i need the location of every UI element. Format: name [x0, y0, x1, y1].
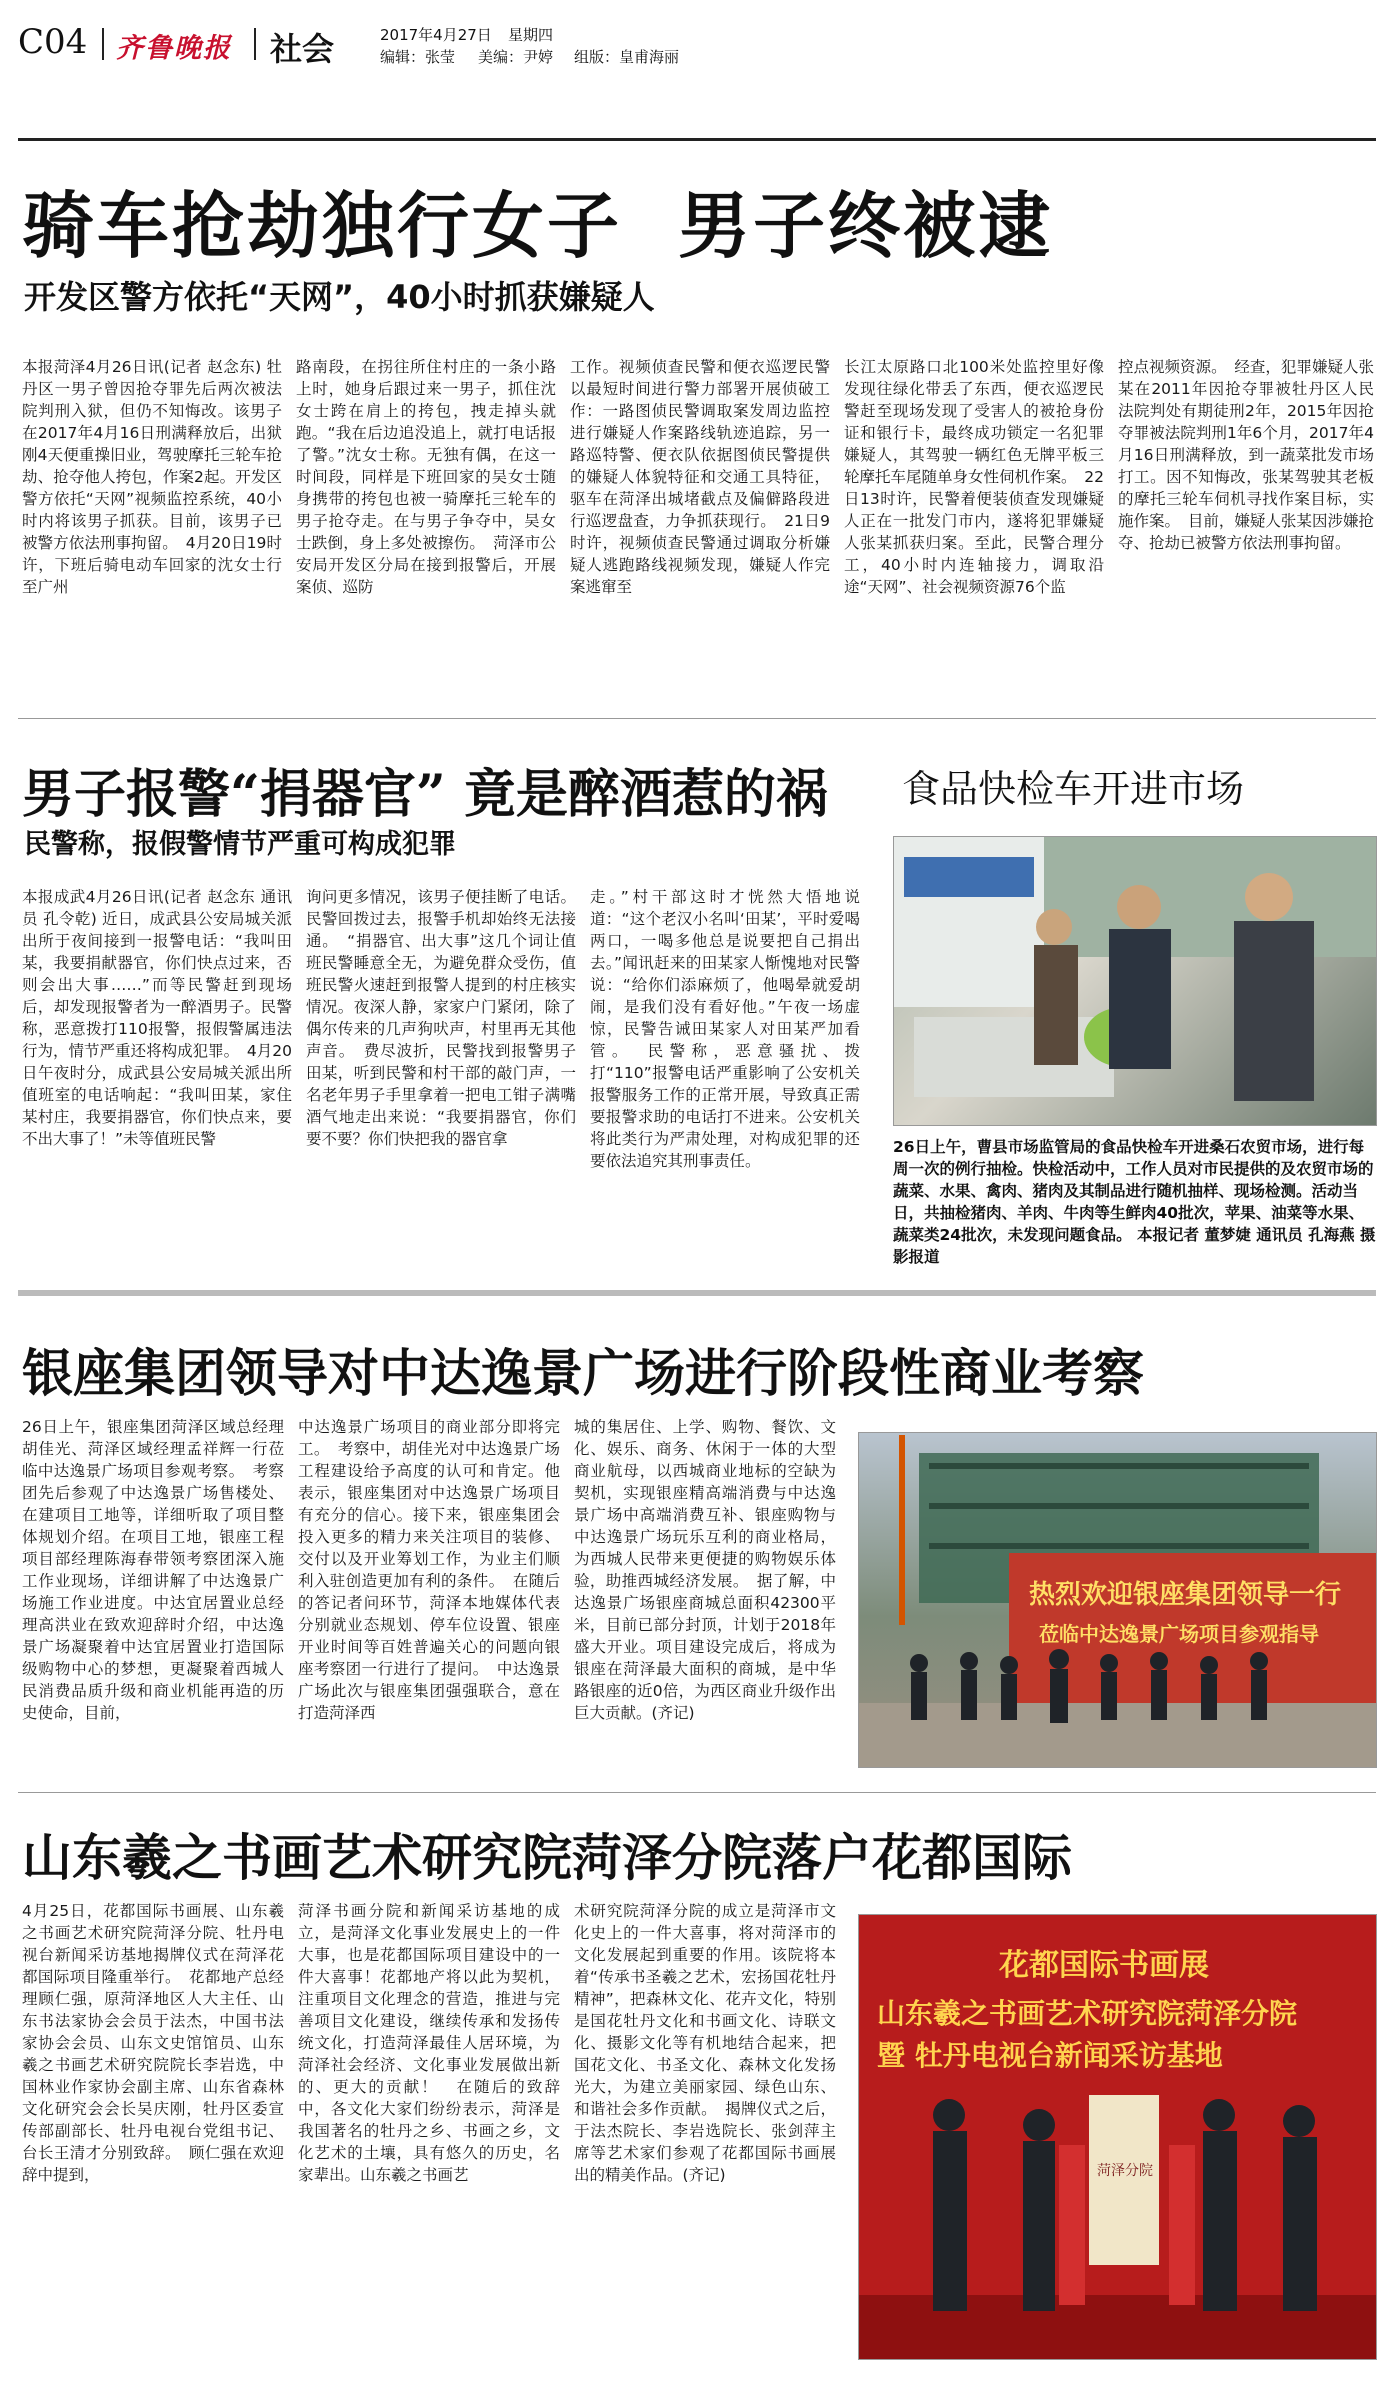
layout-credit: 组版：皇甫海丽 — [574, 48, 680, 66]
story4-bottom-rule — [18, 1792, 1376, 1793]
story2-bottom-rule — [18, 1290, 1376, 1296]
story4-body — [22, 1416, 844, 1766]
ceremony-banner-line-3: 暨 牡丹电视台新闻采访基地 — [877, 2039, 1223, 2072]
story1-rule — [18, 718, 1376, 719]
market-inspection-photo — [893, 836, 1377, 1126]
story4-col-2: 中达逸景广场项目的商业部分即将完工。 考察中，胡佳光对中达逸景广场工程建设给予高度的认可和肯定。他表示，银座集团对中达逸景广场项目有充分的信心。接下来，银座集团会投入更多的精力来关注项目的装修、交付以及开业筹划工作，为业主们顺利入驻创造更加有利的条件。 在随后的答记者问环节，菏泽本地媒体代表分别就业态规划、停车位设置、银座开业时间等百姓普遍关心的问题向银座考察团一行进行了提问。 中达逸景广场此次与银座集团强强联合，意在打造菏泽西 — [298, 1418, 560, 1722]
story1-headline: 骑车抢劫独行女子 男子终被逮 — [22, 183, 1054, 268]
story5-body — [22, 1900, 844, 2380]
page-code: C04 — [18, 22, 88, 62]
story1-col-1: 本报菏泽4月26日讯(记者 赵念东) 牡丹区一男子曾因抢夺罪先后两次被法院判刑入狱，但仍不知悔改。该男子在2017年4月16日刑满释放后，出狱刚4天便重操旧业，驾驶摩托三轮车抢劫、抢夺他人挎包，作案2起。开发区警方依托“天网”视频监控系统，40小时内将该男子抓获。目前，该男子已被警方依法刑事拘留。 4月20日19时许，下班后骑电动车回家的沈女士行至广州 — [22, 358, 282, 596]
issue-weekday: 星期四 — [508, 26, 554, 44]
story4-headline: 银座集团领导对中达逸景广场进行阶段性商业考察 — [22, 1344, 1145, 1404]
art-credit: 美编：尹婷 — [478, 48, 554, 66]
story1-col-3: 工作。视频侦查民警和便衣巡逻民警以最短时间进行警力部署开展侦破工作：一路图侦民警调取案发周边监控进行嫌疑人作案路线轨迹追踪，另一路巡特警、便衣队依据图侦民警提供的嫌疑人体貌特征和交通工具特征，驱车在菏泽出城堵截点及偏僻路段进行巡逻盘查，力争抓获现行。 21日9时许，视频侦查民警通过调取分析嫌疑人逃跑路线视频发现，嫌疑人作完案逃窜至 — [570, 358, 830, 596]
story3-headline: 食品快检车开进市场 — [902, 767, 1245, 811]
photo-illustration — [894, 837, 1377, 1126]
editor-credit: 编辑：张莹 — [380, 48, 456, 66]
story2-col-1: 本报成武4月26日讯(记者 赵念东 通讯员 孔令乾) 近日，成武县公安局城关派出所于夜间接到一报警电话：“我叫田某，我要捐献器官，你们快点过来，否则会出大事……”而等民警赶到现场后，却发现报警者为一醉酒男子。民警称，恶意拨打110报警，报假警属违法行为，情节严重还将构成犯罪。 4月20日午夜时分，成武县公安局城关派出所值班室的电话响起：“我叫田某，家住某村庄，我要捐器官，你们快点来，要不出大事了！”未等值班民警 — [22, 888, 292, 1148]
story3-caption: 26日上午，曹县市场监管局的食品快检车开进桑石农贸市场，进行每周一次的例行抽检。快检活动中，工作人员对市民提供的及农贸市场的蔬菜、水果、禽肉、猪肉及其制品进行随机抽样、现场检测。活动当日，共抽检猪肉、羊肉、牛肉等生鲜肉40批次，苹果、油菜等水果、蔬菜类24批次，未发现问题食品。 本报记者 董梦婕 通讯员 孔海燕 摄影报道 — [893, 1138, 1376, 1266]
story5-col-2: 菏泽书画分院和新闻采访基地的成立，是菏泽文化事业发展史上的一件大事，也是花都国际项目建设中的一件大喜事！花都地产将以此为契机，注重项目文化理念的营造，推进与完善项目文化建设，继续传承和发扬传统文化，打造菏泽最佳人居环境，为菏泽社会经济、文化事业发展做出新的、更大的贡献！ 在随后的致辞中，各文化大家们纷纷表示，菏泽是我国著名的牡丹之乡、书画之乡，文化艺术的土壤，具有悠久的历史，名家辈出。山东羲之书画艺 — [298, 1902, 560, 2184]
masthead-rule — [18, 138, 1376, 141]
story5-col-3: 术研究院菏泽分院的成立是菏泽市文化史上的一件大喜事，将对菏泽市的文化发展起到重要的作用。该院将本着“传承书圣羲之艺术，宏扬国花牡丹精神”，把森林文化、花卉文化，特别是国花牡丹文化和书画文化、诗联文化、摄影文化等有机地结合起来，把国花文化、书圣文化、森林文化发扬光大，为建立美丽家园、绿色山东、和谐社会多作贡献。 揭牌仪式之后，于法杰院长、李岩选院长、张剑萍主席等艺术家们参观了花都国际书画展出的精美作品。(齐记) — [574, 1902, 836, 2184]
story2-col-2: 询问更多情况，该男子便挂断了电话。民警回拨过去，报警手机却始终无法接通。 “捐器官、出大事”这几个词让值班民警睡意全无，为避免群众受伤，值班民警火速赶到报警人提到的村庄核实情况。夜深人静，家家户门紧闭，除了偶尔传来的几声狗吠声，村里再无其他声音。 费尽波折，民警找到报警男子田某，听到民警和村干部的敲门声，一名老年男子手里拿着一把电工钳子满嘴酒气地走出来说：“我要捐器官，你们要不要？你们快把我的器官拿 — [306, 888, 576, 1148]
story2-headline: 男子报警“捐器官” 竟是醉酒惹的祸 — [22, 764, 828, 825]
plaque-text: 菏泽分院 — [1097, 2163, 1153, 2179]
masthead-divider — [102, 28, 104, 60]
ceremony-photo — [858, 1914, 1377, 2360]
story2-col-3: 走。”村干部这时才恍然大悟地说道：“这个老汉小名叫‘田某’，平时爱喝两口，一喝多他总是说要把自己捐出去。”闻讯赶来的田某家人惭愧地对民警说：“给你们添麻烦了，他喝晕就爱胡闹，是我们没有看好他。”午夜一场虚惊，民警告诫田某家人对田某严加看管。 民警称，恶意骚扰、拨打“110”报警电话严重影响了公安机关报警服务工作的正常开展，导致真正需要报警求助的电话打不进来。公安机关将此类行为严肃处理，对构成犯罪的还要依法追究其刑事责任。 — [590, 888, 860, 1170]
construction-illustration — [859, 1433, 1377, 1768]
ceremony-banner-line-2: 山东羲之书画艺术研究院菏泽分院 — [877, 1997, 1298, 2030]
story4-col-1: 26日上午，银座集团菏泽区域总经理胡佳光、菏泽区域经理孟祥辉一行莅临中达逸景广场项目参观考察。 考察团先后参观了中达逸景广场售楼处、在建项目工地等，详细听取了项目整体规划介绍。在项目工地，银座工程项目部经理陈海春带领考察团深入施工作业现场，详细讲解了中达逸景广场施工作业进度。中达宜居置业总经理高洪业在致欢迎辞时介绍，中达逸景广场凝聚着中达宜居置业打造国际级购物中心的梦想，更凝聚着西城人民消费品质升级和商业机能再造的历史使命，目前， — [22, 1418, 284, 1722]
ceremony-banner-line-1: 花都国际书画展 — [999, 1948, 1209, 1983]
story2-subhead: 民警称，报假警情节严重可构成犯罪 — [24, 829, 456, 860]
construction-site-photo — [858, 1432, 1377, 1768]
story1-col-2: 路南段，在拐往所住村庄的一条小路上时，她身后跟过来一男子，抓住沈女士跨在肩上的挎包，拽走掉头就跑。“我在后边追没追上，就打电话报了警。”沈女士称。无独有偶，在这一时间段，同样是下班回家的吴女士随身携带的挎包也被一骑摩托三轮车的男子抢夺走。在与男子争夺中，吴女士跌倒，身上多处被擦伤。 菏泽市公安局开发区分局在接到报警后，开展案侦、巡防 — [296, 358, 556, 596]
paper-logo: 齐鲁晚报 — [116, 33, 232, 64]
issue-date: 2017年4月27日 — [380, 26, 492, 44]
section-name: 社会 — [270, 30, 335, 68]
masthead-divider-2 — [254, 28, 256, 60]
story4-col-3: 城的集居住、上学、购物、餐饮、文化、娱乐、商务、休闲于一体的大型商业航母，以西城商业地标的空缺为契机，实现银座精高端消费与中达逸景广场中高端消费互补、银座购物与中达逸景广场玩乐互利的商业格局，为西城人民带来更便捷的购物娱乐体验，助推西城经济发展。 据了解，中达逸景广场银座商城总面积42300平米，目前已部分封顶，计划于2018年盛大开业。项目建设完成后，将成为银座在菏泽最大面积的商城，是中华路银座的近0倍，为西区商业升级作出巨大贡献。(齐记) — [574, 1418, 836, 1722]
masthead — [18, 20, 1376, 70]
story2-body — [22, 886, 872, 1276]
story5-col-1: 4月25日，花都国际书画展、山东羲之书画艺术研究院菏泽分院、牡丹电视台新闻采访基地揭牌仪式在菏泽花都国际项目隆重举行。 花都地产总经理顾仁强，原菏泽地区人大主任、山东书法家协会会员于法杰，中国书法家协会会员、山东文史馆馆员、山东羲之书画艺术研究院院长李岩选，中国林业作家协会副主席、山东省森林文化研究会会长吴庆刚，牡丹区委宣传部副部长、牡丹电视台党组书记、台长王清才分别致辞。 顾仁强在欢迎辞中提到， — [22, 1902, 284, 2184]
story1-col-4: 长江太原路口北100米处监控里好像发现往绿化带丢了东西，便衣巡逻民警赶至现场发现了受害人的被抢身份证和银行卡，最终成功锁定一名犯罪嫌疑人，其驾驶一辆红色无牌平板三轮摩托车尾随单身女性伺机作案。 22日13时许，民警着便装侦查发现嫌疑人正在一批发门市内，遂将犯罪嫌疑人张某抓获归案。至此，民警合理分工，40小时内连轴接力，调取沿途“天网”、社会视频资源76个监 — [844, 358, 1104, 596]
story5-headline: 山东羲之书画艺术研究院菏泽分院落户花都国际 — [22, 1828, 1072, 1887]
story1-body — [22, 356, 1376, 686]
ceremony-illustration — [859, 1915, 1377, 2360]
banner-line-1: 热烈欢迎银座集团领导一行 — [1029, 1580, 1342, 1610]
story1-col-5: 控点视频资源。 经查，犯罪嫌疑人张某在2011年因抢夺罪被牡丹区人民法院判处有期徒刑2年，2015年因抢夺罪被法院判刑1年6个月，2017年4月16日刑满释放，到一蔬菜批发市场打工。因不知悔改，张某驾驶其老板的摩托三轮车伺机寻找作案目标，实施作案。 目前，嫌疑人张某因涉嫌抢夺、抢劫已被警方依法刑事拘留。 — [1118, 358, 1374, 552]
story1-subhead: 开发区警方依托“天网”，40小时抓获嫌疑人 — [24, 278, 655, 316]
banner-line-2: 莅临中达逸景广场项目参观指导 — [1039, 1622, 1319, 1646]
